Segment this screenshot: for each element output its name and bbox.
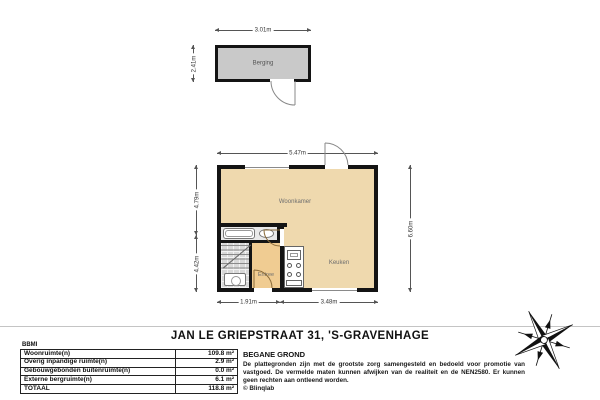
door-opening-top bbox=[325, 165, 348, 169]
dim-label-berging-height: 2.41m bbox=[191, 55, 198, 72]
copyright-text: © Blinqlab bbox=[243, 385, 275, 392]
dim-label-main-bottom-right: 3.48m bbox=[320, 299, 338, 306]
table-cell-value: 2.9 m² bbox=[176, 358, 238, 367]
table-cell-label: Woonruimte(n) bbox=[21, 350, 176, 359]
bathtub-icon bbox=[223, 228, 255, 239]
dim-line-main-top bbox=[217, 150, 378, 157]
page-title: JAN LE GRIEPSTRAAT 31, 'S-GRAVENHAGE bbox=[170, 330, 430, 342]
table-cell-value: 109.8 m² bbox=[176, 350, 238, 359]
area-table bbox=[20, 349, 238, 394]
dim-line-berging-width bbox=[215, 27, 311, 34]
dim-line-berging-height bbox=[191, 45, 198, 82]
table-row bbox=[21, 385, 238, 394]
disclaimer-text: De plattegronden zijn met de grootste zorg samengesteld en bedoeld voor promotie van vastgoed. De vermelde maten kunnen afwijken van de realiteit en de NEN2580. Er kunnen geen rechten aan ontleend worden. bbox=[243, 361, 525, 385]
table-row bbox=[21, 358, 238, 367]
dim-label-main-bottom-left: 1.91m bbox=[240, 299, 257, 306]
dim-label-berging-width: 3.01m bbox=[254, 27, 272, 34]
dim-line-main-left-upper bbox=[194, 165, 201, 235]
stove-icon bbox=[286, 262, 302, 278]
table-cell-value: 118.8 m² bbox=[176, 385, 238, 394]
dim-line-main-left-lower bbox=[194, 235, 201, 292]
table-row bbox=[21, 350, 238, 359]
washer-icon bbox=[224, 273, 246, 286]
berging-room bbox=[215, 45, 311, 82]
table-row bbox=[21, 367, 238, 376]
main-floorplan bbox=[217, 165, 378, 292]
window-bottom bbox=[312, 288, 357, 292]
berging-door-opening bbox=[270, 79, 294, 82]
compass-rose-icon bbox=[502, 306, 586, 374]
table-cell-label: Overig inpandige ruimte(n) bbox=[21, 358, 176, 367]
room-label-entree: Entree bbox=[257, 272, 275, 278]
room-label-woonkamer: Woonkamer bbox=[278, 199, 312, 205]
dim-label-main-left-upper: 4.79m bbox=[194, 191, 201, 209]
stairs bbox=[221, 245, 249, 271]
window-top bbox=[245, 165, 289, 169]
table-cell-label: Gebouwgebonden buitenruimte(n) bbox=[21, 367, 176, 376]
area-table-header: BBMI bbox=[22, 342, 38, 348]
entree-floor bbox=[252, 243, 280, 288]
room-label-keuken: Keuken bbox=[328, 260, 350, 266]
table-cell-value: 6.1 m² bbox=[176, 376, 238, 385]
door-opening-entree-keuken bbox=[280, 229, 284, 246]
front-door-opening bbox=[254, 288, 272, 292]
dim-label-main-left-lower: 4.42m bbox=[194, 255, 201, 272]
room-label-berging: Berging bbox=[252, 60, 274, 67]
dim-line-main-bottom-left bbox=[217, 299, 280, 306]
dim-label-main-right: 6.60m bbox=[408, 220, 415, 237]
table-cell-label: Externe bergruimte(n) bbox=[21, 376, 176, 385]
berging-door-arc bbox=[266, 80, 300, 110]
sink-icon bbox=[287, 250, 301, 260]
table-cell-value: 0.0 m² bbox=[176, 367, 238, 376]
table-row bbox=[21, 376, 238, 385]
table-cell-label: TOTAAL bbox=[21, 385, 176, 394]
oven-icon bbox=[286, 280, 302, 286]
dim-line-main-bottom-right bbox=[280, 299, 378, 306]
dim-line-main-right bbox=[408, 165, 415, 292]
floor-label: BEGANE GROND bbox=[243, 350, 306, 359]
dim-label-main-top: 5.47m bbox=[289, 150, 306, 157]
washbasin-icon bbox=[259, 229, 274, 238]
